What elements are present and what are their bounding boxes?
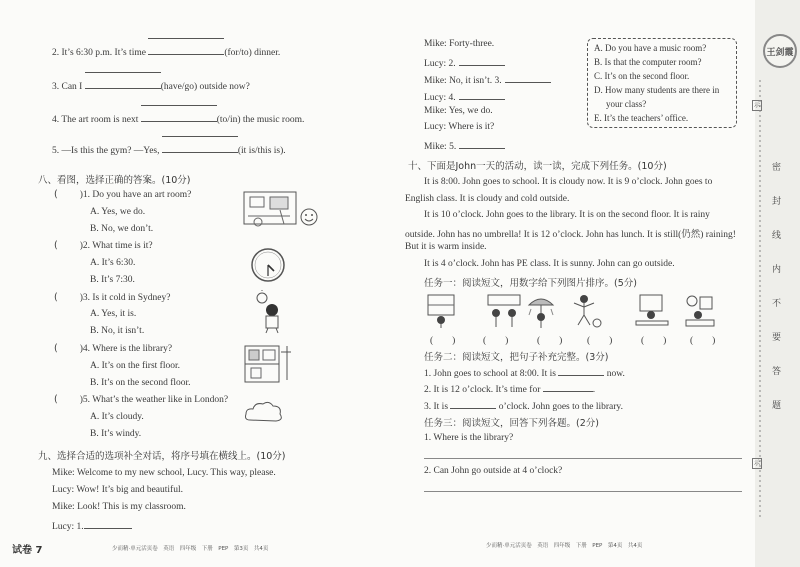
option-item: your class?	[606, 99, 647, 109]
activity-picture-4	[570, 293, 604, 329]
passage-line: English class. It is cloudy and cold outside.	[405, 194, 570, 204]
option-a: A. It’s 6:30.	[90, 258, 136, 268]
library-floor-picture	[243, 342, 293, 386]
strip-char: 不	[772, 299, 782, 309]
passage-line: It is 4 o’clock. John has PE class. It is sunny. John can go outside.	[424, 259, 675, 269]
strip-tag: 示	[753, 460, 760, 467]
sentence-text: o’clock. John goes to the library.	[496, 402, 623, 412]
question-text: )5. What’s the weather like in London?	[79, 395, 229, 405]
dialog-line	[424, 139, 505, 152]
option-item: C. It’s on the second floor.	[594, 71, 690, 81]
option-a: A. Yes, we do.	[90, 207, 146, 217]
answer-line[interactable]	[424, 491, 742, 492]
dialog-line: Lucy: Where is it?	[424, 122, 495, 132]
q7-item-text: (to/in) the music room.	[216, 115, 305, 125]
dialog-text: Lucy: 4.	[424, 93, 456, 103]
q7-item-text: 5. —Is this the gym? —Yes,	[52, 146, 162, 156]
q8-5	[54, 394, 228, 405]
options-box	[587, 38, 737, 128]
task-2-item-3	[424, 399, 623, 412]
dialog-text: Mike: No, it isn’t. 3.	[424, 76, 502, 86]
order-paren[interactable]: ( )	[587, 336, 613, 346]
answer-blank[interactable]	[505, 73, 551, 83]
dialog-line: Mike: Look! This is my classroom.	[52, 502, 186, 512]
task-3-question: 2. Can John go outside at 4 o’clock?	[424, 466, 563, 476]
q7-item-3	[52, 80, 250, 92]
passage-line: But it is warm inside.	[405, 242, 487, 252]
answer-blank[interactable]	[558, 366, 604, 376]
dialog-line: Mike: Yes, we do.	[424, 106, 493, 116]
option-item: D. How many students are there in	[594, 85, 720, 95]
answer-paren[interactable]: (	[54, 292, 58, 303]
activity-picture-2	[486, 293, 522, 329]
sentence-text: .	[592, 385, 596, 395]
q8-1	[54, 189, 191, 200]
section-9-title: 九、选择合适的选项补全对话，将序号填在横线上。(10分)	[38, 451, 286, 462]
answer-blank[interactable]	[85, 80, 161, 89]
brand-seal: 王剑霞	[763, 34, 797, 68]
task-2-title: 任务二：阅读短文，把句子补充完整。(3分)	[424, 352, 609, 363]
passage-line: It is 10 o’clock. John goes to the library. It is on the second floor. It is rainy	[424, 210, 710, 220]
answer-paren[interactable]: (	[54, 343, 58, 354]
option-a: A. It’s cloudy.	[90, 412, 144, 422]
answer-blank[interactable]	[141, 113, 217, 122]
answer-blank[interactable]	[543, 382, 593, 392]
dialog-line: Lucy: Wow! It’s big and beautiful.	[52, 485, 183, 495]
answer-paren[interactable]: (	[54, 394, 58, 405]
section-10-title: 十、下面是John一天的活动，读一读，完成下列任务。(10分)	[408, 161, 667, 172]
task-2-item-1	[424, 366, 625, 379]
strip-char: 要	[772, 333, 782, 343]
smiley-icon	[300, 208, 318, 226]
option-b: B. It’s windy.	[90, 429, 142, 439]
dialog-line: Mike: Welcome to my new school, Lucy. This way, please.	[52, 468, 276, 478]
dialog-text: Mike: 5.	[424, 142, 457, 152]
q7-item-2	[52, 46, 280, 58]
cloud-picture	[244, 400, 284, 426]
section-8-title: 八、看图，选择正确的答案。(10分)	[38, 175, 191, 186]
dialog-line	[424, 56, 505, 69]
question-text: )2. What time is it?	[79, 241, 153, 251]
option-b: B. It’s on the second floor.	[90, 378, 191, 388]
cold-boy-picture	[248, 290, 288, 334]
sentence-text: 3. It is	[424, 402, 451, 412]
task-2-item-2	[424, 382, 595, 395]
q7-item-text: 2. It’s 6:30 p.m. It’s time	[52, 48, 149, 58]
option-a: A. It’s on the first floor.	[90, 361, 180, 371]
q7-item-text: (have/go) outside now?	[160, 82, 250, 92]
dialog-line: Mike: Forty-three.	[424, 39, 495, 49]
order-paren[interactable]: ( )	[430, 336, 456, 346]
q8-2	[54, 240, 153, 251]
strip-char: 密	[772, 163, 782, 173]
activity-picture-5	[634, 293, 670, 329]
q7-item-text: (it is/this is).	[237, 146, 286, 156]
task-3-title: 任务三：阅读短文，回答下列各题。(2分)	[424, 418, 599, 429]
clock-picture	[250, 247, 286, 283]
strip-char: 内	[772, 265, 782, 275]
sentence-text: 1. John goes to school at 8:00. It is	[424, 369, 559, 379]
q7-item-text: 3. Can I	[52, 82, 85, 92]
answer-blank[interactable]	[162, 144, 238, 153]
strip-tag: 示	[753, 102, 760, 109]
order-paren[interactable]: ( )	[483, 336, 509, 346]
option-b: B. It’s 7:30.	[90, 275, 135, 285]
strip-char: 线	[772, 231, 782, 241]
dialog-text: Lucy: 1.	[52, 522, 84, 532]
dialog-text: Lucy: 2.	[424, 59, 456, 69]
question-text: )4. Where is the library?	[79, 344, 173, 354]
question-text: )3. Is it cold in Sydney?	[79, 293, 171, 303]
answer-line[interactable]	[424, 458, 742, 459]
page-label: 试卷 7	[12, 545, 43, 556]
dialog-line	[424, 73, 551, 86]
right-footer: 少而精·单元活页卷 英语 四年级 下册 PEP 第4页 共4页	[486, 543, 643, 549]
activity-picture-1	[426, 293, 458, 329]
option-item: B. Is that the computer room?	[594, 57, 702, 67]
q8-3	[54, 292, 170, 303]
strip-char: 封	[772, 197, 782, 207]
order-paren[interactable]: ( )	[641, 336, 667, 346]
sentence-text: 2. It is 12 o’clock. It’s time for	[424, 385, 543, 395]
answer-blank[interactable]	[148, 46, 224, 55]
left-footer: 少而精·单元活页卷 英语 四年级 下册 PEP 第3页 共4页	[112, 546, 269, 552]
art-room-picture	[240, 188, 300, 232]
q7-item-4	[52, 113, 304, 125]
answer-blank[interactable]	[459, 56, 505, 66]
strip-char: 答	[772, 367, 782, 377]
option-b: B. No, it isn’t.	[90, 326, 145, 336]
dialog-line	[52, 519, 132, 532]
sentence-text: now.	[604, 369, 625, 379]
strip-char: 题	[772, 401, 782, 411]
option-a: A. Yes, it is.	[90, 309, 137, 319]
passage-line: It is 8:00. John goes to school. It is cloudy now. It is 9 o’clock. John goes to	[424, 177, 713, 187]
activity-picture-6	[682, 293, 716, 329]
option-item: E. It’s the teachers’ office.	[594, 113, 689, 123]
q7-item-text: (for/to) dinner.	[224, 48, 281, 58]
cut-dotted-line	[757, 0, 763, 567]
task-1-title: 任务一：阅读短文，用数字给下列图片排序。(5分)	[424, 278, 637, 289]
q8-4	[54, 343, 172, 354]
order-paren[interactable]: ( )	[537, 336, 563, 346]
passage-line: outside. John has no umbrella! It is 12 o’clock. John has lunch. It is still(仍然) raining!	[405, 230, 736, 240]
answer-blank[interactable]	[450, 399, 496, 409]
dialog-line	[424, 90, 505, 103]
q7-item-5	[52, 144, 286, 156]
task-3-question: 1. Where is the library?	[424, 433, 514, 443]
option-b: B. No, we don’t.	[90, 224, 154, 234]
answer-paren[interactable]: (	[54, 189, 58, 200]
answer-blank[interactable]	[84, 519, 132, 529]
answer-blank[interactable]	[459, 90, 505, 100]
question-text: )1. Do you have an art room?	[79, 190, 192, 200]
answer-blank[interactable]	[459, 139, 505, 149]
order-paren[interactable]: ( )	[690, 336, 716, 346]
activity-picture-3	[526, 293, 556, 329]
q7-item-text: 4. The art room is next	[52, 115, 141, 125]
option-item: A. Do you have a music room?	[594, 43, 707, 53]
answer-paren[interactable]: (	[54, 240, 58, 251]
